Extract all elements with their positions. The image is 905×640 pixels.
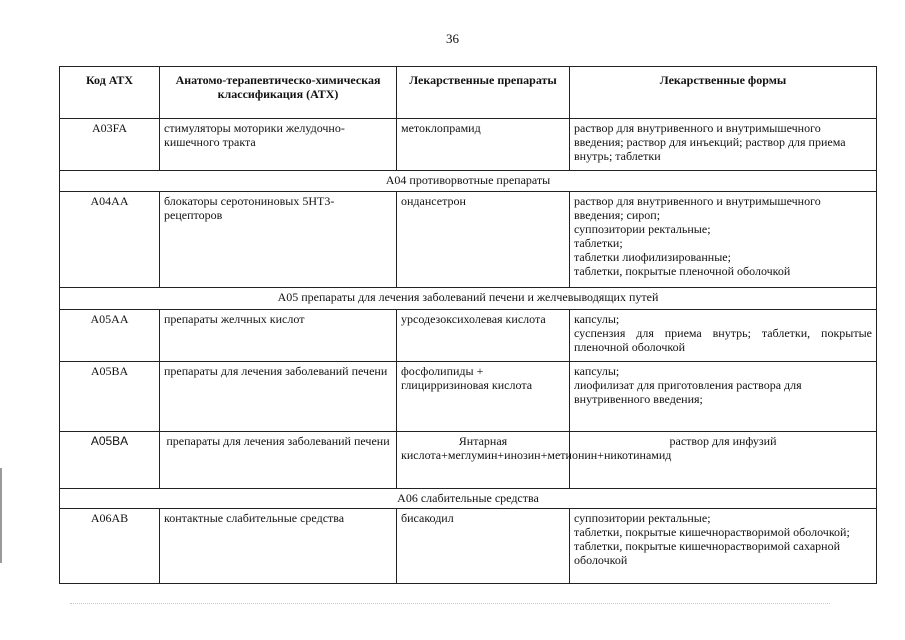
dosage-forms-cell bbox=[570, 362, 877, 432]
classification-cell: блокаторы серотониновых 5НТ3-рецепторов bbox=[160, 192, 397, 288]
drug-cell: бисакодил bbox=[397, 509, 570, 584]
dosage-form-line: раствор для внутривенного и внутримышечного введения; раствор для инъекций; раствор для приема внутрь; таблетки bbox=[574, 121, 846, 163]
classification-cell: стимуляторы моторики желудочно-кишечного тракта bbox=[160, 119, 397, 171]
header-drugs: Лекарственные препараты bbox=[397, 67, 570, 119]
header-classification: Анатомо-терапевтическо-химическая классификация (АТХ) bbox=[160, 67, 397, 119]
atx-code-cell: A03FA bbox=[60, 119, 160, 171]
atx-code-cell: A05BA bbox=[60, 432, 160, 489]
atx-code-cell: A04AA bbox=[60, 192, 160, 288]
dosage-forms-cell bbox=[570, 310, 877, 362]
drug-cell: фосфолипиды + глицирризиновая кислота bbox=[397, 362, 570, 432]
dosage-forms-cell bbox=[570, 509, 877, 584]
dosage-form-line: таблетки лиофилизированные; bbox=[574, 250, 731, 264]
table-header-row bbox=[60, 67, 877, 119]
dosage-form-line: таблетки, покрытые пленочной оболочкой bbox=[574, 264, 791, 278]
drug-cell: метоклопрамид bbox=[397, 119, 570, 171]
scan-noise-line bbox=[70, 603, 830, 605]
dosage-form-line: лиофилизат для приготовления раствора для внутривенного введения; bbox=[574, 378, 802, 406]
section-row bbox=[60, 288, 877, 310]
drug-cell: Янтарная кислота+меглумин+инозин+метионин+никотинамид bbox=[397, 432, 570, 489]
table-row bbox=[60, 310, 877, 362]
drug-cell: ондансетрон bbox=[397, 192, 570, 288]
dosage-form-line: капсулы; bbox=[574, 364, 620, 378]
table-row bbox=[60, 192, 877, 288]
dosage-form-line: суппозитории ректальные; bbox=[574, 222, 711, 236]
atx-code-cell: A05AA bbox=[60, 310, 160, 362]
section-title: А04 противорвотные препараты bbox=[60, 171, 877, 192]
dosage-form-line: суппозитории ректальные; bbox=[574, 511, 711, 525]
scan-edge-mark bbox=[0, 468, 2, 563]
classification-cell: препараты желчных кислот bbox=[160, 310, 397, 362]
dosage-form-line: таблетки; bbox=[574, 236, 623, 250]
dosage-forms-cell bbox=[570, 192, 877, 288]
atx-table bbox=[59, 66, 877, 584]
dosage-forms-cell bbox=[570, 119, 877, 171]
dosage-form-line: суспензия для приема внутрь; таблетки, покрытые пленочной оболочкой bbox=[574, 326, 872, 354]
header-atx-code: Код АТХ bbox=[60, 67, 160, 119]
table-row bbox=[60, 119, 877, 171]
classification-cell: контактные слабительные средства bbox=[160, 509, 397, 584]
table-row bbox=[60, 362, 877, 432]
dosage-form-line: раствор для инфузий bbox=[669, 434, 777, 448]
section-title: А05 препараты для лечения заболеваний печени и желчевыводящих путей bbox=[60, 288, 877, 310]
dosage-form-line: капсулы; bbox=[574, 312, 620, 326]
atx-code-cell: A05BA bbox=[60, 362, 160, 432]
table-row bbox=[60, 509, 877, 584]
header-dosage-forms: Лекарственные формы bbox=[570, 67, 877, 119]
table-row bbox=[60, 432, 877, 489]
dosage-form-line: раствор для внутривенного и внутримышечного введения; сироп; bbox=[574, 194, 821, 222]
classification-cell: препараты для лечения заболеваний печени bbox=[160, 362, 397, 432]
dosage-form-line: таблетки, покрытые кишечнорастворимой сахарной оболочкой bbox=[574, 539, 840, 567]
atx-code-cell: A06AB bbox=[60, 509, 160, 584]
section-row bbox=[60, 489, 877, 509]
dosage-form-line: таблетки, покрытые кишечнорастворимой оболочкой; bbox=[574, 525, 850, 539]
section-row bbox=[60, 171, 877, 192]
page-number: 36 bbox=[446, 31, 459, 46]
section-title: А06 слабительные средства bbox=[60, 489, 877, 509]
classification-cell: препараты для лечения заболеваний печени bbox=[160, 432, 397, 489]
drug-cell: урсодезоксихолевая кислота bbox=[397, 310, 570, 362]
